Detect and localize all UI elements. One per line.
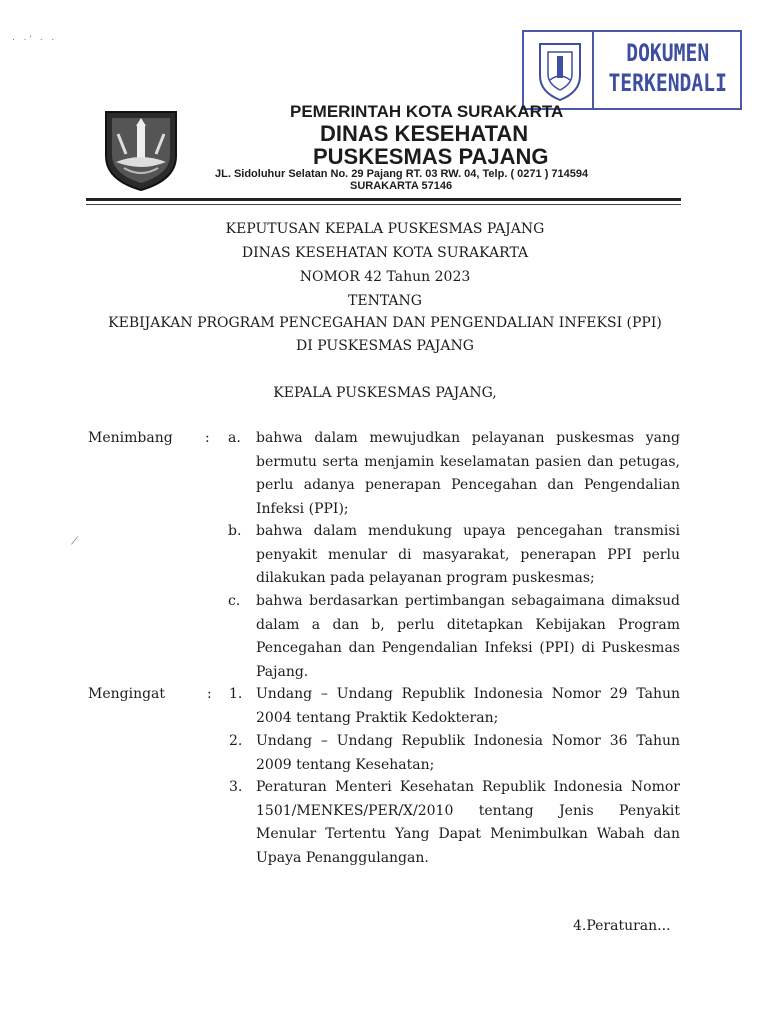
mengingat-item-2: Undang – Undang Republik Indonesia Nomor 36 Tahun 2009 tentang Kesehatan; xyxy=(256,733,680,773)
mengingat-marker-3: 3. xyxy=(229,779,243,795)
menimbang-marker-a: a. xyxy=(228,430,241,446)
letterhead-rule xyxy=(86,198,681,201)
menimbang-item-c: bahwa berdasarkan pertimbangan sebagaimana dimaksud dalam a dan b, perlu ditetapkan Kebijakan Program Pencegahan dan Pengendalian Infeksi (PPI) di Puskesmas Pajang. xyxy=(256,593,680,680)
scan-mark: / xyxy=(69,533,79,550)
header-address: JL. Sidoluhur Selatan No. 29 Pajang RT. 03 RW. 04, Telp. ( 0271 ) 714594 xyxy=(215,168,589,180)
menimbang-colon: : xyxy=(205,430,210,446)
stamp-line-2: TERKENDALI xyxy=(608,69,727,97)
decree-subject: KEBIJAKAN PROGRAM PENCEGAHAN DAN PENGENDALIAN INFEKSI (PPI) xyxy=(108,315,662,331)
surakarta-emblem-icon xyxy=(102,106,180,192)
header-government: PEMERINTAH KOTA SURAKARTA xyxy=(290,102,564,121)
stamp-line-1: DOKUMEN xyxy=(626,39,710,67)
puskesmas-seal-icon xyxy=(530,36,590,106)
stamp-divider xyxy=(592,32,594,108)
mengingat-marker-2: 2. xyxy=(229,733,243,749)
decree-issuer: KEPALA PUSKESMAS PAJANG, xyxy=(273,385,497,401)
menimbang-item-a: bahwa dalam mewujudkan pelayanan puskesmas yang bermutu serta menjamin keselamatan pasien dan petugas, perlu adanya penerapan Pencegahan dan Pengendalian Infeksi (PPI); xyxy=(256,430,680,517)
letterhead-rule-thin xyxy=(86,204,681,205)
mengingat-marker-1: 1. xyxy=(229,686,243,702)
mengingat-item-3: Peraturan Menteri Kesehatan Republik Indonesia Nomor 1501/MENKES/PER/X/2010 tentang Jenis Penyakit Menular Tertentu Yang Dapat Menimbulkan Wabah dan Upaya Penanggulangan. xyxy=(256,779,680,866)
header-city: SURAKARTA 57146 xyxy=(350,180,453,192)
page-continuation: 4.Peraturan... xyxy=(573,918,671,934)
menimbang-marker-b: b. xyxy=(228,523,242,539)
decree-title-line-2: DINAS KESEHATAN KOTA SURAKARTA xyxy=(241,245,529,261)
menimbang-marker-c: c. xyxy=(228,593,241,609)
mengingat-colon: : xyxy=(207,686,212,702)
menimbang-label: Menimbang xyxy=(88,430,173,446)
scan-speck: · ·' · · xyxy=(12,34,58,44)
controlled-document-stamp xyxy=(522,30,742,110)
decree-subject-location: DI PUSKESMAS PAJANG xyxy=(296,338,474,354)
decree-tentang: TENTANG xyxy=(348,293,422,309)
decree-number: NOMOR 42 Tahun 2023 xyxy=(299,269,471,285)
menimbang-item-b: bahwa dalam mendukung upaya pencegahan transmisi penyakit menular di masyarakat, penerapan PPI perlu dilakukan pada pelayanan program puskesmas; xyxy=(256,523,680,586)
header-agency: DINAS KESEHATAN xyxy=(320,121,529,146)
mengingat-item-1: Undang – Undang Republik Indonesia Nomor 29 Tahun 2004 tentang Praktik Kedokteran; xyxy=(256,686,680,726)
mengingat-label: Mengingat xyxy=(88,686,166,702)
stamp-text xyxy=(598,38,737,98)
decree-title-line-1: KEPUTUSAN KEPALA PUSKESMAS PAJANG xyxy=(225,221,545,237)
header-unit: PUSKESMAS PAJANG xyxy=(313,144,549,169)
